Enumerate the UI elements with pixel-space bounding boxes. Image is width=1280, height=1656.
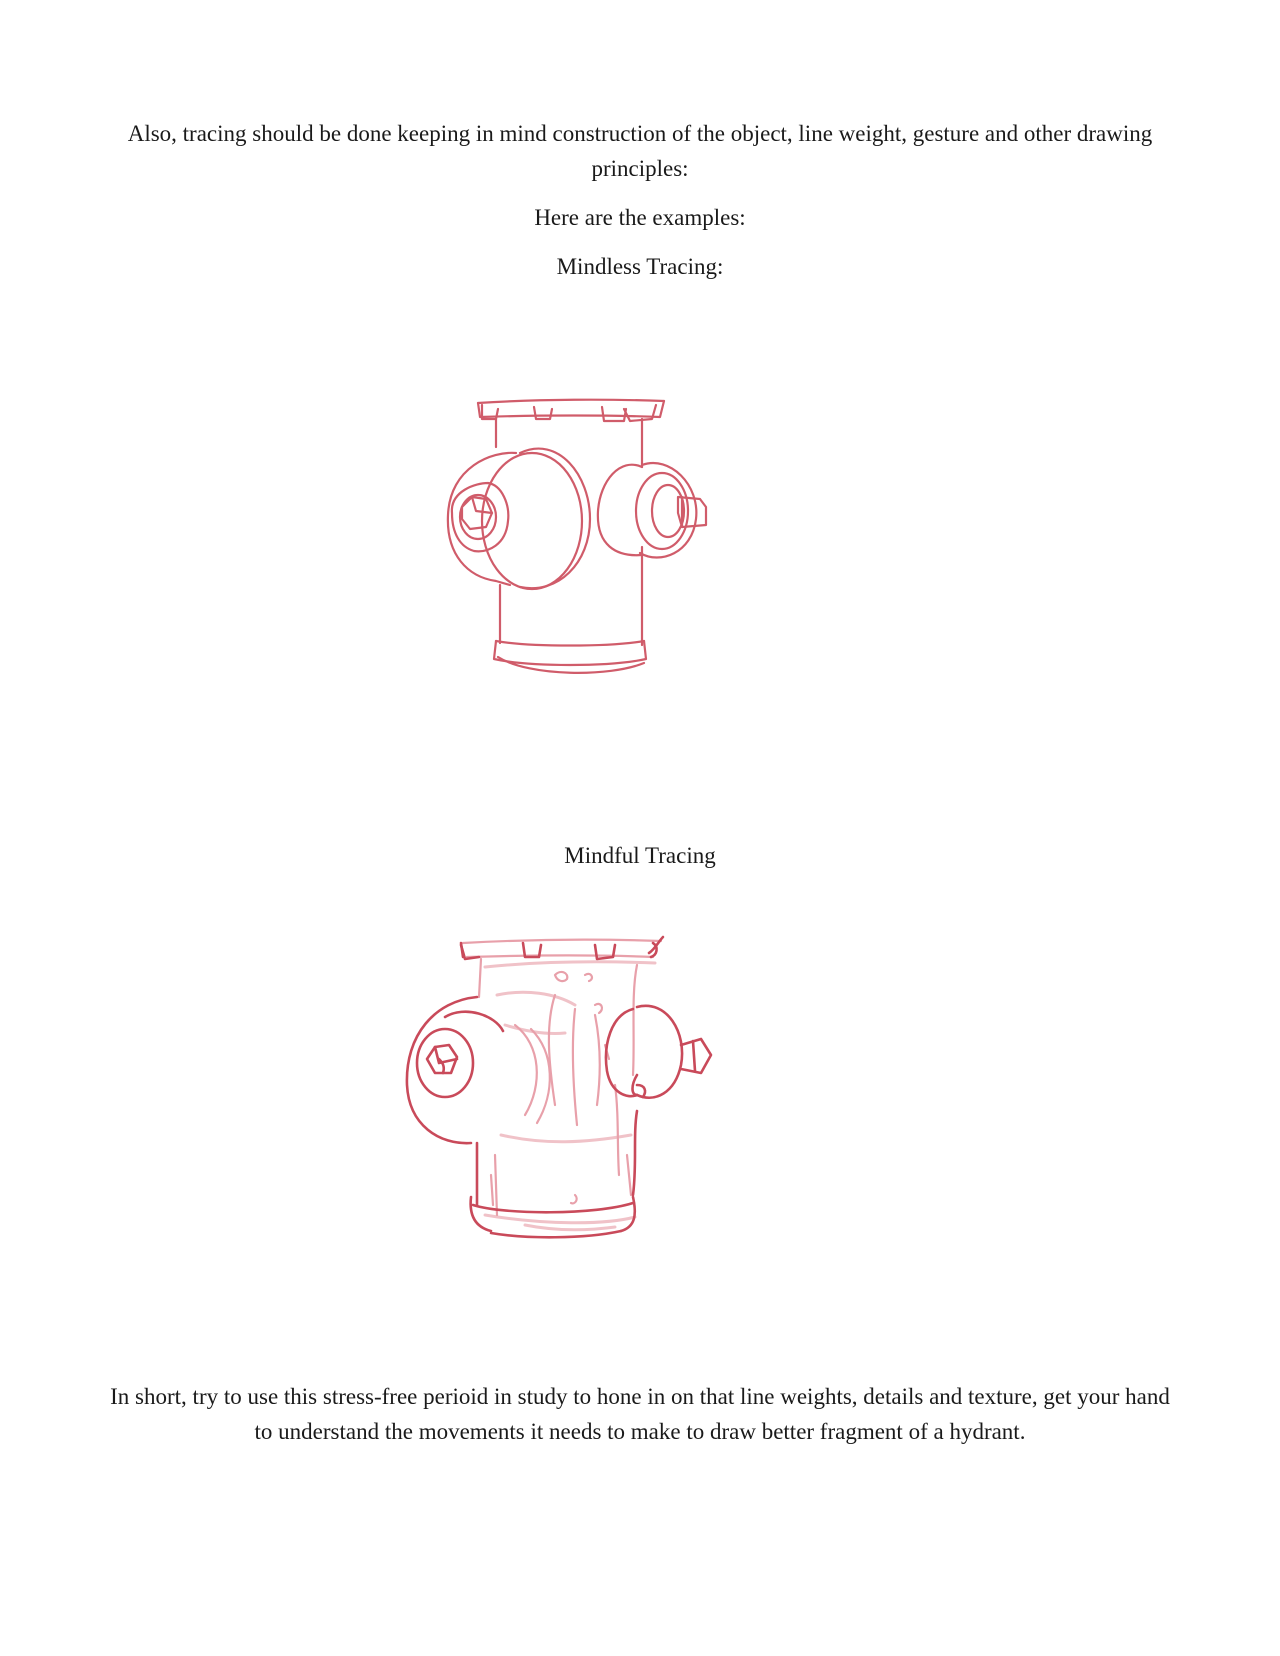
intro-paragraph: Also, tracing should be done keeping in mind construction of the object, line weight, gesture and other drawing principles: xyxy=(127,121,1153,181)
examples-label: Here are the examples: xyxy=(534,205,746,230)
mindless-hydrant-drawing xyxy=(430,395,760,720)
mindless-tracing-label: Mindless Tracing: xyxy=(556,254,724,279)
summary-paragraph: In short, try to use this stress-free perioid in study to hone in on that line weights, details and texture, get your hand to understand the movements it needs to make to draw better fragment of a hydrant. xyxy=(110,1384,1170,1444)
mindful-tracing-label: Mindful Tracing xyxy=(564,843,716,868)
mindful-hydrant-drawing xyxy=(405,935,775,1285)
hydrant-line-weight-texture-illustration xyxy=(405,935,775,1285)
hydrant-uniform-lines-illustration xyxy=(430,395,760,720)
